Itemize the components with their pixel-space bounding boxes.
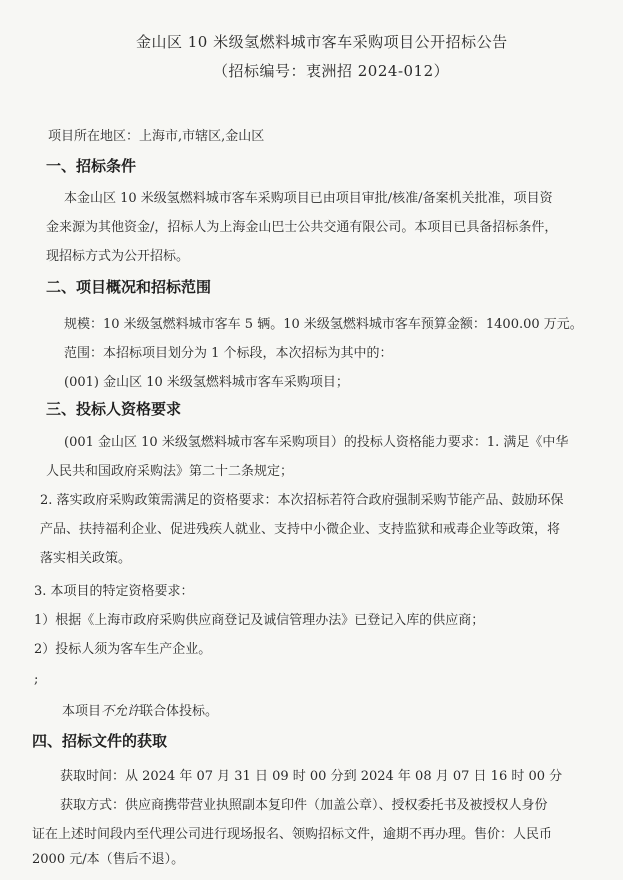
joint-bid-statement [62, 703, 218, 721]
paragraph-line: 2. 落实政府采购政策需满足的资格要求：本次招标若符合政府强制采购节能产品、鼓励环保 [40, 493, 564, 508]
paragraph-line: (001) 金山区 10 米级氢燃料城市客车采购项目； [64, 375, 349, 390]
section-heading-document-acquisition: 四、招标文件的获取 [32, 732, 168, 750]
document-title: 金山区 10 米级氢燃料城市客车采购项目公开招标公告 [136, 33, 508, 51]
paragraph-line: 本金山区 10 米级氢燃料城市客车采购项目已由项目审批/核准/备案机关批准，项目资 [64, 191, 553, 206]
paragraph-line: 证在上述时间段内至代理公司进行现场报名、领购招标文件，逾期不再办理。售价：人民币 [32, 827, 553, 842]
paragraph-line: (001 金山区 10 米级氢燃料城市客车采购项目）的投标人资格能力要求：1. 满足《中华 [64, 435, 569, 450]
paragraph-line: 3. 本项目的特定资格要求： [34, 584, 194, 599]
paragraph-line: 2000 元/本（售后不退）。 [32, 852, 185, 867]
joint-bid-not-allowed: 不允许 [101, 704, 141, 719]
paragraph-line: 2）投标人须为客车生产企业。 [34, 642, 212, 657]
paragraph-line: 规模：10 米级氢燃料城市客车 5 辆。10 米级氢燃料城市客车预算金额：1400.00 万元。 [64, 317, 583, 332]
bid-number: （招标编号：衷洲招 2024-012） [213, 62, 450, 80]
paragraph-line: ; [34, 672, 39, 687]
paragraph-line: 获取方式：供应商携带营业执照副本复印件（加盖公章）、授权委托书及被授权人身份 [60, 798, 548, 813]
joint-bid-prefix: 本项目 [62, 704, 102, 719]
paragraph-line: 落实相关政策。 [40, 551, 132, 566]
section-heading-bidding-conditions: 一、招标条件 [46, 157, 137, 175]
paragraph-line: 现招标方式为公开招标。 [46, 249, 190, 264]
joint-bid-suffix: 联合体投标。 [140, 704, 219, 719]
paragraph-line: 获取时间：从 2024 年 07 月 31 日 09 时 00 分到 2024 年 08 月 07 日 16 时 00 分 [60, 769, 563, 784]
paragraph-line: 金来源为其他资金/，招标人为上海金山巴士公共交通有限公司。本项目已具备招标条件， [46, 220, 558, 235]
project-location: 项目所在地区：上海市,市辖区,金山区 [48, 129, 265, 144]
paragraph-line: 1）根据《上海市政府采购供应商登记及诚信管理办法》已登记入库的供应商； [34, 613, 485, 628]
section-heading-project-overview: 二、项目概况和招标范围 [46, 278, 212, 296]
paragraph-line: 范围：本招标项目划分为 1 个标段，本次招标为其中的： [64, 346, 393, 361]
paragraph-line: 产品、扶持福利企业、促进残疾人就业、支持中小微企业、支持监狱和戒毒企业等政策，将 [40, 522, 561, 537]
paragraph-line: 人民共和国政府采购法》第二十二条规定； [46, 464, 294, 479]
section-heading-bidder-qualifications: 三、投标人资格要求 [46, 400, 182, 418]
